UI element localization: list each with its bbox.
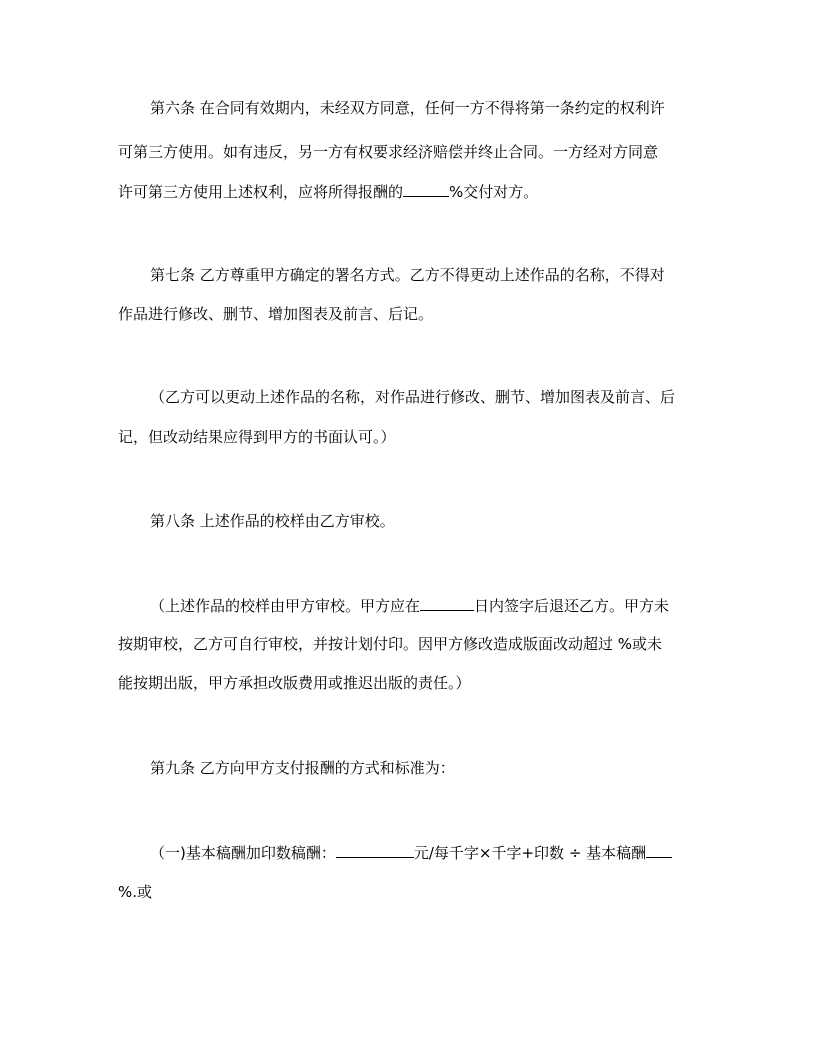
article-7-line-2: 作品进行修改、删节、增加图表及前言、后记。 (118, 305, 434, 323)
article-9-item-1-middle: 元/每千字×千字+印数 ÷ 基本稿酬 (413, 844, 647, 862)
article-8-note-line-3: 能按期出版，甲方承担改版费用或推迟出版的责任。） (118, 674, 471, 692)
article-9-item-1-line-1 (150, 842, 672, 863)
article-8-note-line-1-end: 日内签字后退还乙方。甲方未 (474, 597, 670, 615)
article-6-line-3-end: %交付对方。 (449, 183, 539, 201)
article-6-line-3 (118, 181, 538, 202)
article-7-line-1: 第七条 乙方尊重甲方确定的署名方式。乙方不得更动上述作品的名称，不得对 (150, 266, 665, 284)
article-9-item-1-text: （一)基本稿酬加印数稿酬： (150, 844, 336, 862)
article-8-note-line-2: 按期审校，乙方可自行审校，并按计划付印。因甲方修改造成版面改动超过 %或未 (118, 635, 663, 653)
blank-underline (403, 181, 449, 197)
article-8-line-1: 第八条 上述作品的校样由乙方审校。 (150, 512, 395, 530)
article-7-note-line-2: 记，但改动结果应得到甲方的书面认可。） (118, 428, 396, 446)
article-7-note-line-1: （乙方可以更动上述作品的名称，对作品进行修改、删节、增加图表及前言、后 (150, 388, 676, 406)
article-6-line-3-text: 许可第三方使用上述权利，应将所得报酬的 (118, 183, 404, 201)
article-6-line-2: 可第三方使用。如有违反，另一方有权要求经济赔偿并终止合同。一方经对方同意 (118, 143, 659, 161)
blank-underline (420, 595, 474, 611)
article-8-note-line-1-text: （上述作品的校样由甲方审校。甲方应在 (150, 597, 421, 615)
article-6-line-1: 第六条 在合同有效期内，未经双方同意，任何一方不得将第一条约定的权利许 (150, 99, 665, 117)
blank-underline (646, 842, 672, 858)
blank-underline (336, 842, 414, 858)
article-9-line-1: 第九条 乙方向甲方支付报酬的方式和标准为： (150, 759, 455, 777)
article-8-note-line-1 (150, 595, 669, 616)
article-9-item-1-line-2: %.或 (118, 883, 153, 901)
